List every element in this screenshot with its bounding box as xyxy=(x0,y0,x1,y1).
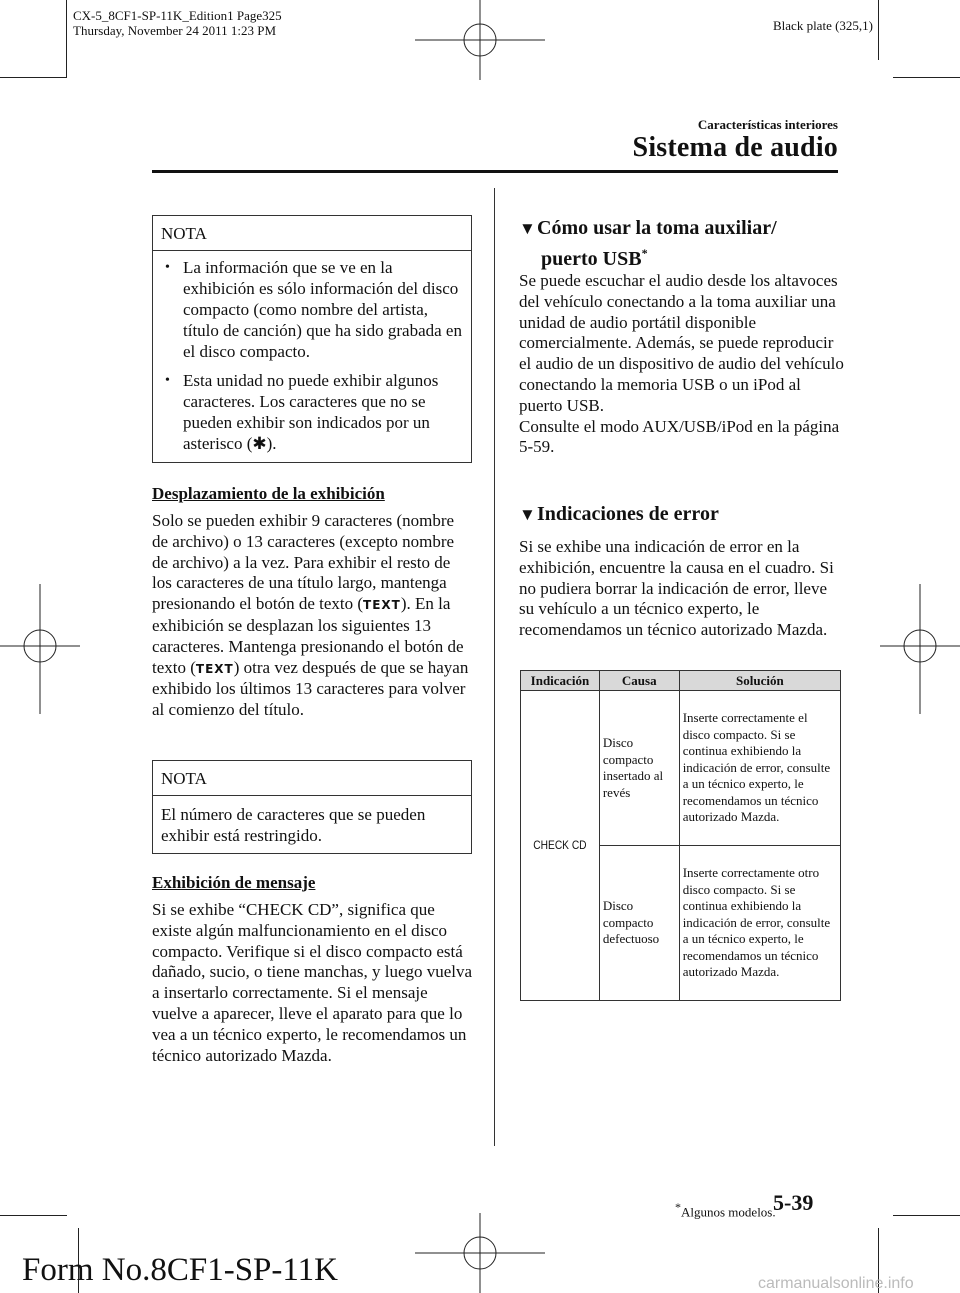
aux-paragraph: Se puede escuchar el audio desde los altavoces del vehículo conectando a la toma auxiliar una unidad de audio portátil disponible comercialmente. Además, se puede reproducir el audio de un dispositivo de audio del vehículo conectando la memoria USB o un iPod al puerto USB. Consulte el modo AUX/USB/iPod en la página 5-59. xyxy=(519,271,844,457)
text-button-icon: TEXT xyxy=(195,661,234,676)
note-box-1 xyxy=(152,215,472,463)
message-heading: Exhibición de mensaje xyxy=(152,873,316,892)
site-watermark: carmanualsonline.info xyxy=(758,1275,914,1292)
solution-cell: Inserte correctamente el disco compacto. Si se continua exhibiendo la indicación de error, consulte a un técnico experto, le recomendamos un técnico autorizado Mazda. xyxy=(679,691,840,846)
note-body: El número de caracteres que se pueden exhibir está restringido. xyxy=(161,805,426,845)
solution-cell: Inserte correctamente otro disco compacto. Si se continua exhibiendo la indicación de error, consulte a un técnico experto, le recomendamos un técnico autorizado Mazda. xyxy=(679,846,840,1001)
error-table xyxy=(520,670,841,1001)
column-divider xyxy=(494,188,495,1146)
print-info-line2: Thursday, November 24 2011 1:23 PM xyxy=(73,23,277,38)
text-button-icon: TEXT xyxy=(363,598,401,613)
errors-heading: ▼Indicaciones de error xyxy=(519,503,719,525)
footer-note: *Algunos modelos. xyxy=(675,1200,776,1220)
form-number: Form No.8CF1-SP-11K xyxy=(22,1252,338,1288)
crop-mark xyxy=(66,0,67,77)
page-title: Sistema de audio xyxy=(632,132,838,163)
note-box-2 xyxy=(152,760,472,854)
cause-cell: Disco compacto insertado al revés xyxy=(599,691,679,846)
message-paragraph: Si se exhibe “CHECK CD”, significa que existe algún malfuncionamiento en el disco compacto. Verifique si el disco compacto está dañado, sucio, o tiene manchas, y luego vuelva a insertarlo correctamente. Si el mensaje vuelve a aparecer, lleve el aparato para que lo vea a un técnico experto, le recomendamos un técnico autorizado Mazda. xyxy=(152,900,473,1065)
registration-mark-left xyxy=(0,584,80,714)
print-info-line1: CX-5_8CF1-SP-11K_Edition1 Page325 xyxy=(73,8,282,23)
crop-mark xyxy=(878,0,879,60)
star-icon: * xyxy=(641,246,648,260)
note-title: NOTA xyxy=(153,216,471,251)
note-item: • Esta unidad no puede exhibir algunos caracteres. Los caracteres que no se pueden exhibir son indicados por un asterisco (✱). xyxy=(161,370,463,455)
crop-mark xyxy=(893,1215,960,1216)
section-label: Características interiores xyxy=(697,117,838,132)
print-info xyxy=(73,8,282,38)
crop-mark xyxy=(893,77,960,78)
note-title: NOTA xyxy=(153,761,471,796)
scroll-heading: Desplazamiento de la exhibición xyxy=(152,484,385,503)
triangle-icon: ▼ xyxy=(519,505,536,524)
crop-mark xyxy=(0,77,67,78)
asterisk-icon: ✱ xyxy=(252,434,267,454)
registration-mark-top xyxy=(415,0,545,80)
aux-heading: ▼Cómo usar la toma auxiliar/ puerto USB* xyxy=(519,217,777,270)
note-list xyxy=(153,251,471,469)
table-header: Solución xyxy=(679,671,840,691)
crop-mark xyxy=(0,1215,67,1216)
scroll-paragraph: Solo se pueden exhibir 9 caracteres (nombre de archivo) o 13 caracteres (excepto nombre de archivo) a la vez. Para exhibir el resto de los caracteres de una título largo, mantenga presionando el botón de texto (TEXT). En la exhibición se desplazan los siguientes 13 caracteres. Mantenga presionando el botón de texto (TEXT) otra vez después de que se hayan exhibido los últimos 13 caracteres para volver al comienzo del título. xyxy=(152,511,469,720)
plate-label: Black plate (325,1) xyxy=(773,18,873,33)
registration-mark-right xyxy=(880,584,960,714)
table-header: Indicación xyxy=(521,671,600,691)
triangle-icon: ▼ xyxy=(519,219,536,238)
cause-cell: Disco compacto defectuoso xyxy=(599,846,679,1001)
page-number: 5-39 xyxy=(773,1190,814,1215)
star-icon: * xyxy=(675,1200,681,1214)
header-rule xyxy=(152,170,838,173)
table-row xyxy=(521,691,841,846)
note-item: • La información que se ve en la exhibición es sólo información del disco compacto (como nombre del artista, título de canción) que ha sido grabada en el disco compacto. xyxy=(161,257,463,362)
errors-paragraph: Si se exhibe una indicación de error en la exhibición, encuentre la causa en el cuadro. Si no pudiera borrar la indicación de error, lleve su vehículo a un técnico experto, le recomendamos un técnico autorizado Mazda. xyxy=(519,537,834,640)
table-header-row xyxy=(521,671,841,691)
indication-cell: CHECK CD xyxy=(521,691,600,1001)
registration-mark-bottom xyxy=(415,1213,545,1293)
table-header: Causa xyxy=(599,671,679,691)
